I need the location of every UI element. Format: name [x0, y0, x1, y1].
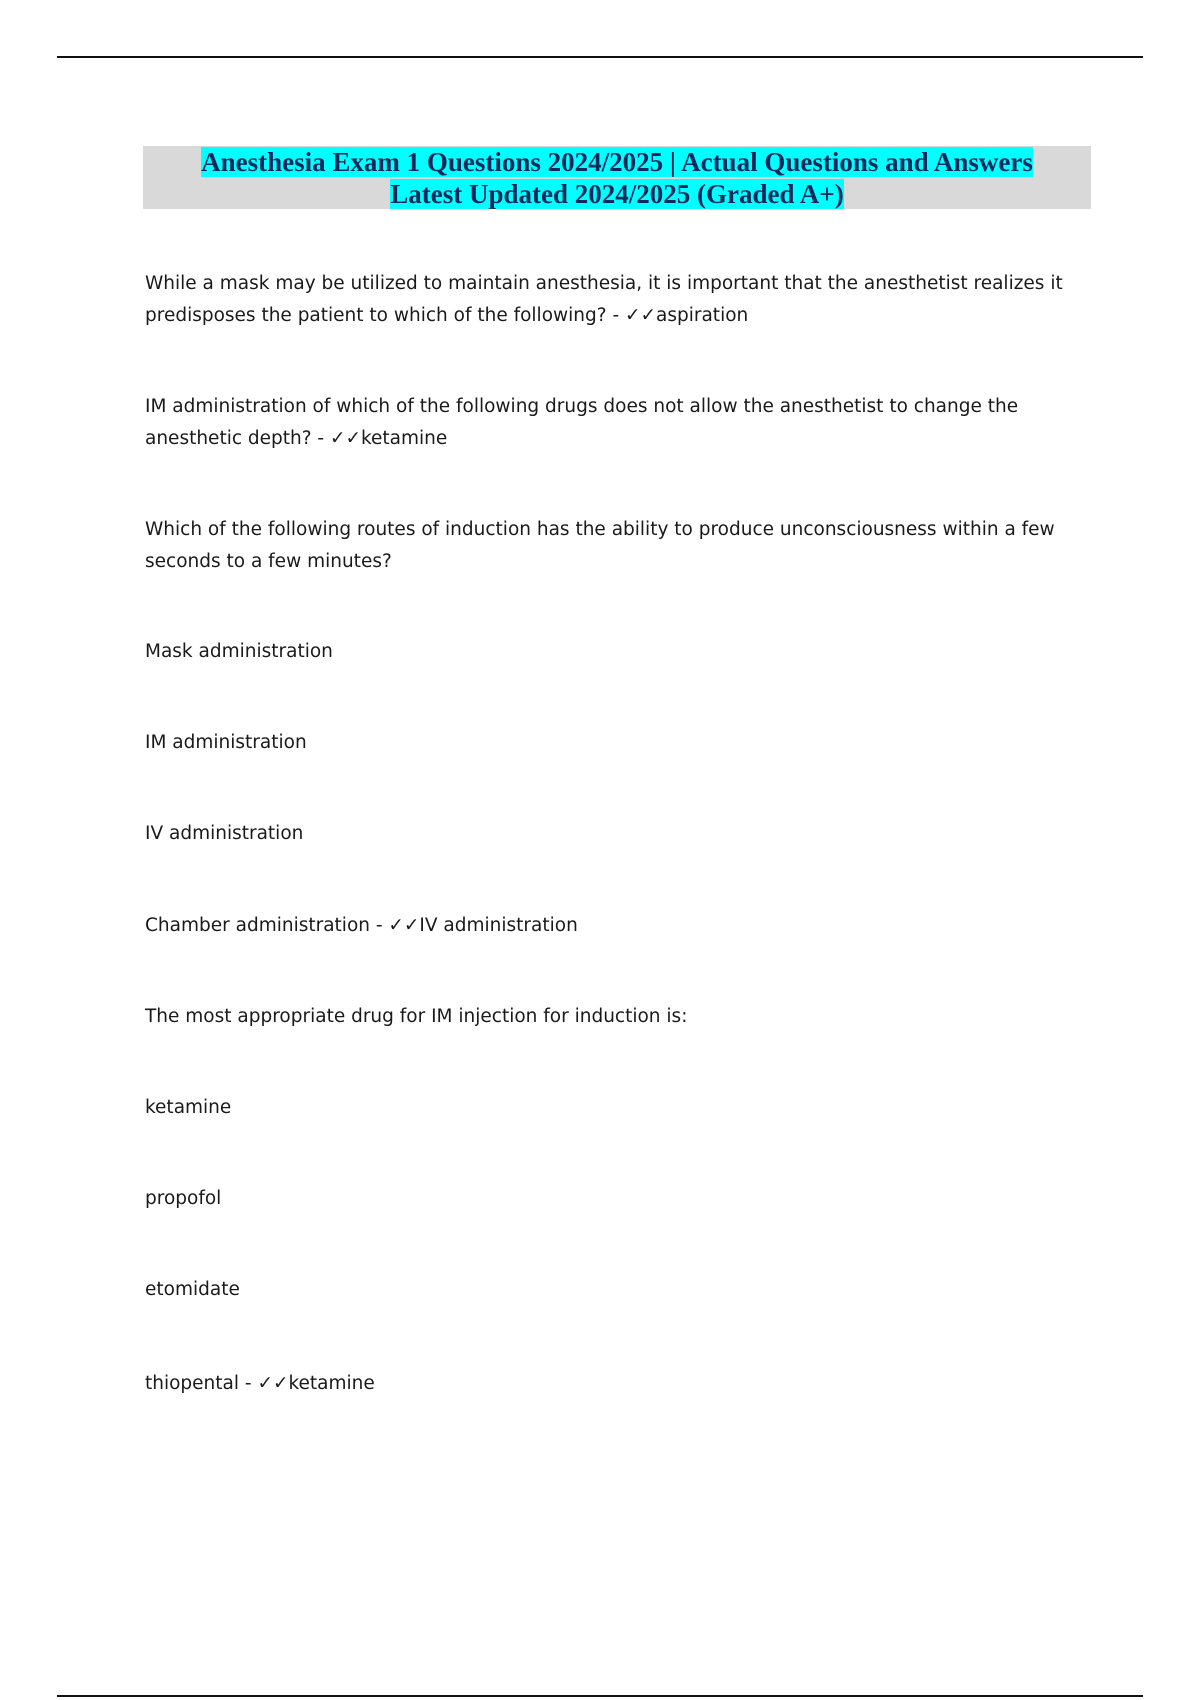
question-im-ketamine: IM administration of which of the following drugs does not allow the anesthetist to change the anesthetic depth? - ✓✓ketamine: [145, 396, 1019, 449]
question-im-injection-drug: The most appropriate drug for IM injection for induction is:: [145, 1006, 688, 1027]
option-mask-administration: Mask administration: [145, 641, 333, 662]
option-propofol: propofol: [145, 1188, 222, 1209]
option-ketamine: ketamine: [145, 1097, 232, 1118]
header-rule: [57, 56, 1143, 58]
option-etomidate: etomidate: [145, 1279, 240, 1300]
document-title: [143, 146, 1091, 209]
title-line-2: Latest Updated 2024/2025 (Graded A+): [390, 179, 844, 209]
title-line-1: Anesthesia Exam 1 Questions 2024/2025 | Actual Questions and Answers: [201, 147, 1033, 177]
question-mask-aspiration: While a mask may be utilized to maintain anesthesia, it is important that the anesthetist realizes it predisposes the patient to which of the following? - ✓✓aspiration: [145, 273, 1063, 326]
footer-rule: [57, 1695, 1143, 1697]
option-iv-administration: IV administration: [145, 823, 304, 844]
option-im-administration: IM administration: [145, 732, 307, 753]
option-thiopental: thiopental - ✓✓ketamine: [145, 1373, 375, 1394]
option-chamber-administration: Chamber administration - ✓✓IV administration: [145, 915, 578, 936]
question-induction-route: Which of the following routes of induction has the ability to produce unconsciousness within a few seconds to a few minutes?: [145, 519, 1055, 572]
